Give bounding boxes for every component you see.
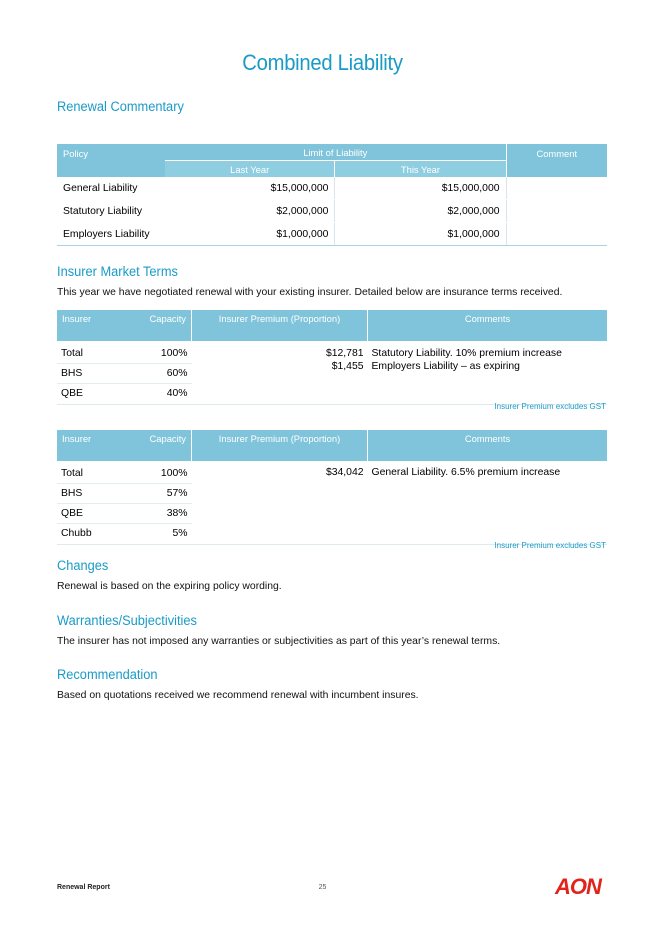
page-title: Combined Liability xyxy=(242,50,403,75)
capacity-cell: 100% xyxy=(129,344,192,364)
comment-cell xyxy=(506,200,607,223)
capacity-cell: 5% xyxy=(172,528,188,539)
capacity-cell: 60% xyxy=(129,364,192,384)
policy-cell: Employers Liability xyxy=(57,223,165,246)
warranties-text: The insurer has not imposed any warranties or subjectivities as part of this year’s renewal terms. xyxy=(57,636,501,647)
gst-note-1: Insurer Premium excludes GST xyxy=(494,402,606,411)
changes-text: Renewal is based on the expiring policy wording. xyxy=(57,581,282,592)
comment-cell xyxy=(506,223,607,246)
warranties-heading: Warranties/Subjectivities xyxy=(57,613,197,628)
table-row xyxy=(57,223,607,246)
this-year-cell: $15,000,000 xyxy=(335,177,506,200)
market-terms-intro: This year we have negotiated renewal with your existing insurer. Detailed below are insurance terms received. xyxy=(57,287,563,298)
premium-value: $34,042 xyxy=(325,467,364,478)
table-row xyxy=(57,464,607,484)
comments-header: Comments xyxy=(368,310,608,341)
this-year-cell: $2,000,000 xyxy=(335,200,506,223)
footer-report-name: Renewal Report xyxy=(57,884,110,891)
comment-text: General Liability. 6.5% premium increase xyxy=(371,467,561,478)
capacity-header: Capacity xyxy=(129,310,192,341)
table-row xyxy=(57,177,607,200)
this-year-header: This Year xyxy=(335,161,506,178)
premium-header: Insurer Premium (Proportion) xyxy=(192,430,368,461)
aon-logo: AON xyxy=(555,874,601,899)
capacity-cell: 100% xyxy=(129,464,192,484)
insurer-cell: Total xyxy=(57,344,129,364)
insurer-cell: Chubb xyxy=(61,528,92,539)
gst-note-2: Insurer Premium excludes GST xyxy=(494,541,606,550)
premium-value: $12,781 xyxy=(325,348,364,359)
last-year-cell: $2,000,000 xyxy=(165,200,335,223)
policy-cell: Statutory Liability xyxy=(57,200,165,223)
insurer-cell: QBE xyxy=(57,504,129,524)
changes-heading: Changes xyxy=(57,558,109,573)
insurer-cell: QBE xyxy=(61,388,83,399)
policy-header: Policy xyxy=(57,144,165,177)
comment-text: Employers Liability – as expiring xyxy=(371,361,520,372)
last-year-cell: $1,000,000 xyxy=(165,223,335,246)
capacity-header: Capacity xyxy=(129,430,192,461)
comment-text: Statutory Liability. 10% premium increase xyxy=(371,348,562,359)
renewal-commentary-table xyxy=(57,144,607,246)
comments-cell xyxy=(368,344,608,403)
recommendation-text: Based on quotations received we recommend renewal with incumbent insures. xyxy=(57,690,419,701)
premium-header: Insurer Premium (Proportion) xyxy=(192,310,368,341)
premium-cell xyxy=(192,344,368,403)
last-year-cell: $15,000,000 xyxy=(165,177,335,200)
table-row xyxy=(57,200,607,223)
premium-value: $1,455 xyxy=(331,361,364,372)
market-terms-table-2 xyxy=(57,430,607,545)
comments-header: Comments xyxy=(368,430,608,461)
premium-cell xyxy=(192,464,368,543)
insurer-header: Insurer xyxy=(57,310,129,341)
insurer-market-terms-heading: Insurer Market Terms xyxy=(57,264,178,279)
comments-cell xyxy=(368,464,608,543)
insurer-cell: BHS xyxy=(57,484,129,504)
table-row xyxy=(57,344,607,364)
this-year-cell: $1,000,000 xyxy=(335,223,506,246)
market-terms-table-1 xyxy=(57,310,607,405)
renewal-commentary-heading: Renewal Commentary xyxy=(57,99,184,114)
comment-cell xyxy=(506,177,607,200)
page-number: 25 xyxy=(318,884,327,891)
recommendation-heading: Recommendation xyxy=(57,667,158,682)
limit-header: Limit of Liability xyxy=(165,144,506,161)
capacity-cell: 40% xyxy=(166,388,188,399)
insurer-cell: BHS xyxy=(57,364,129,384)
insurer-cell: Total xyxy=(57,464,129,484)
comment-header: Comment xyxy=(506,144,607,177)
policy-cell: General Liability xyxy=(57,177,165,200)
capacity-cell: 57% xyxy=(129,484,192,504)
capacity-cell: 38% xyxy=(129,504,192,524)
last-year-header: Last Year xyxy=(165,161,335,178)
insurer-header: Insurer xyxy=(57,430,129,461)
